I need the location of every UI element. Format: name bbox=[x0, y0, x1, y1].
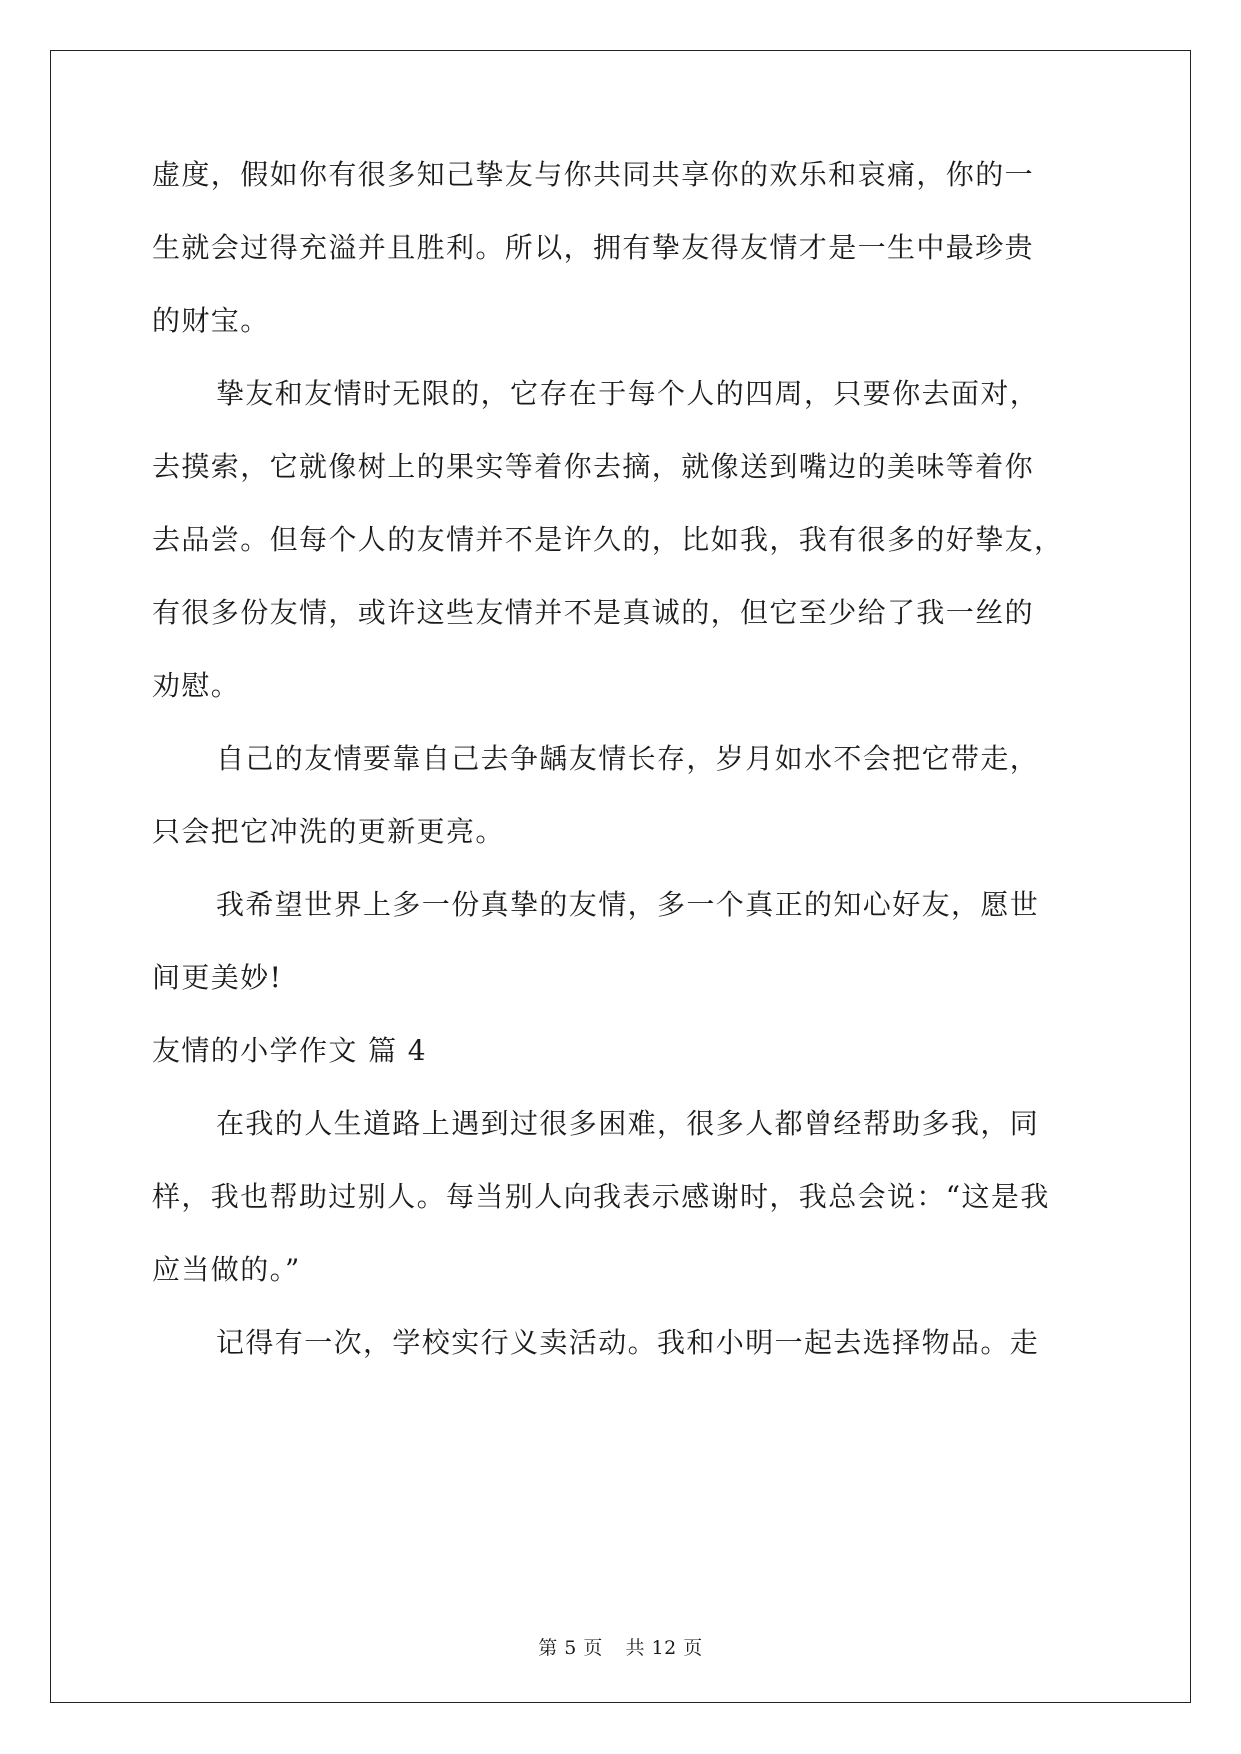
text-line: 自己的友情要靠自己去争龋友情长存，岁月如水不会把它带走， bbox=[216, 742, 1040, 775]
page-footer bbox=[0, 1633, 1241, 1660]
text-line: 生就会过得充溢并且胜利。所以，拥有挚友得友情才是一生中最珍贵 bbox=[152, 231, 1035, 264]
page-number: 第 5 页 bbox=[538, 1637, 603, 1659]
text-line: 只会把它冲洗的更新更亮。 bbox=[152, 815, 505, 848]
text-line: 应当做的。” bbox=[152, 1253, 301, 1286]
page-border bbox=[50, 50, 1191, 1703]
text-line: 我希望世界上多一份真挚的友情，多一个真正的知心好友，愿世 bbox=[216, 888, 1040, 921]
text-line: 劝慰。 bbox=[152, 669, 241, 702]
text-line: 在我的人生道路上遇到过很多困难，很多人都曾经帮助多我，同 bbox=[216, 1107, 1040, 1140]
text-line: 去摸索，它就像树上的果实等着你去摘，就像送到嘴边的美味等着你 bbox=[152, 450, 1035, 483]
text-line: 的财宝。 bbox=[152, 304, 270, 337]
text-line: 记得有一次，学校实行义卖活动。我和小明一起去选择物品。走 bbox=[216, 1326, 1040, 1359]
text-line: 间更美妙! bbox=[152, 961, 283, 994]
section-heading: 友情的小学作文 篇 4 bbox=[152, 1034, 428, 1067]
text-line: 样，我也帮助过别人。每当别人向我表示感谢时，我总会说：“这是我 bbox=[152, 1180, 1050, 1213]
text-line: 有很多份友情，或许这些友情并不是真诚的，但它至少给了我一丝的 bbox=[152, 596, 1035, 629]
text-line: 挚友和友情时无限的，它存在于每个人的四周，只要你去面对， bbox=[216, 377, 1040, 410]
page-total: 共 12 页 bbox=[625, 1637, 703, 1659]
text-line: 去品尝。但每个人的友情并不是许久的，比如我，我有很多的好挚友， bbox=[152, 523, 1064, 556]
text-line: 虚度，假如你有很多知己挚友与你共同共享你的欢乐和哀痛，你的一 bbox=[152, 158, 1035, 191]
